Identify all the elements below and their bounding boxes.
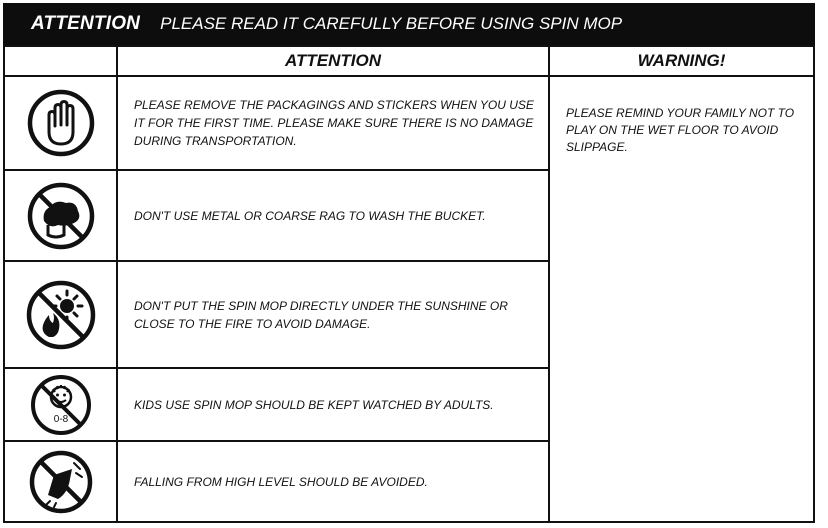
table-row-icon-cell [5,171,116,260]
table-row-text: DON'T USE METAL OR COARSE RAG TO WASH THE BUCKET. [134,208,486,223]
warning-column-header: WARNING! [637,51,726,70]
attention-banner [3,3,815,45]
table-row-text: KIDS USE SPIN MOP SHOULD BE KEPT WATCHED BY ADULTS. [134,397,494,412]
hand-stop-icon [26,88,96,158]
table-row-icon-cell [5,77,116,169]
no-sun-fire-icon [25,279,97,351]
table-row-text: FALLING FROM HIGH LEVEL SHOULD BE AVOIDED. [134,474,428,489]
no-metal-rag-icon [26,181,96,251]
banner-label: ATTENTION [31,13,141,34]
instructions-table [3,45,815,523]
banner-text: PLEASE READ IT CAREFULLY BEFORE USING SPIN MOP [160,14,623,33]
table-row-text: DON'T PUT THE SPIN MOP DIRECTLY UNDER THE SUNSHINE OR CLOSE TO THE FIRE TO AVOID DAMAGE. [134,298,508,331]
age-range-label: 0-8 [53,413,68,425]
table-row-icon-cell [5,262,116,367]
table-row-icon-cell [5,369,116,440]
table-row-icon-cell [5,442,116,521]
table-row-text: PLEASE REMOVE THE PACKAGINGS AND STICKERS WHEN YOU USE IT FOR THE FIRST TIME. PLEASE MAKE SURE THERE IS NO DAMAGE DURING TRANSPORTATION. [134,98,534,148]
no-falling-icon [28,449,94,515]
no-kids-icon [29,373,93,437]
warning-text: PLEASE REMIND YOUR FAMILY NOT TO PLAY ON THE WET FLOOR TO AVOID SLIPPAGE. [566,106,795,154]
attention-column-header: ATTENTION [284,51,381,70]
